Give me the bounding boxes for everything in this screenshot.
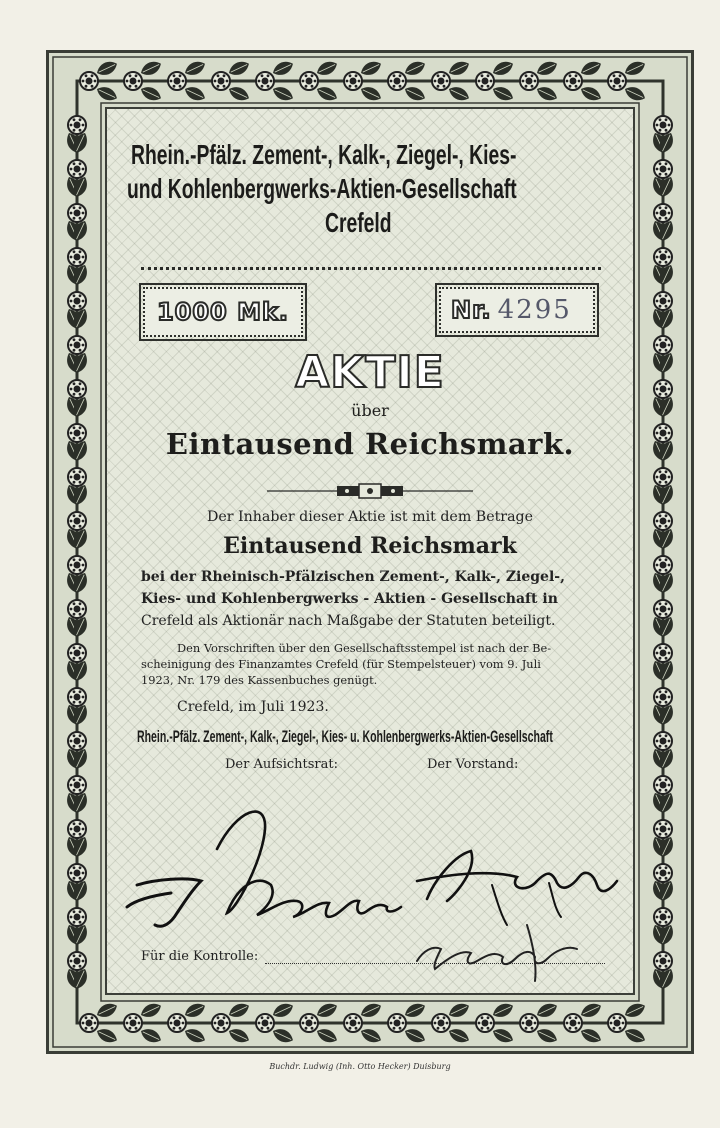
rosette-ornament bbox=[654, 424, 672, 442]
denomination-value: 1000 Mk. bbox=[156, 298, 290, 326]
leaf-ornament bbox=[270, 1000, 295, 1020]
leaf-ornament bbox=[182, 84, 207, 104]
leaf-ornament bbox=[314, 84, 339, 104]
rosette-ornament bbox=[168, 72, 186, 90]
rosette-ornament bbox=[654, 864, 672, 882]
company-name-line1: Rhein.-Pfälz. Zement-, Kalk-, Ziegel-, Kies- bbox=[131, 139, 517, 170]
leaf-ornament bbox=[94, 1000, 119, 1020]
leaf-ornament bbox=[534, 1026, 559, 1046]
certificate-title bbox=[107, 347, 633, 398]
amount-in-words: Eintausend Reichsmark. bbox=[165, 427, 575, 461]
leaf-ornament bbox=[226, 1000, 251, 1020]
rosette-ornament bbox=[68, 204, 86, 222]
control-label: Für die Kontrolle: bbox=[141, 949, 259, 964]
leaf-ornament bbox=[534, 84, 559, 104]
rosette-ornament bbox=[68, 556, 86, 574]
rosette-ornament bbox=[68, 908, 86, 926]
rosette-ornament bbox=[344, 72, 362, 90]
rosette-ornament bbox=[654, 248, 672, 266]
rosette-ornament bbox=[68, 116, 86, 134]
rosette-ornament bbox=[654, 820, 672, 838]
rosette-ornament bbox=[654, 776, 672, 794]
rosette-ornament bbox=[256, 1014, 274, 1032]
rosette-ornament bbox=[68, 600, 86, 618]
rosette-ornament bbox=[68, 732, 86, 750]
rosette-ornament bbox=[68, 688, 86, 706]
ornament-divider bbox=[267, 483, 473, 499]
leaf-ornament bbox=[446, 84, 471, 104]
certificate-body bbox=[105, 107, 635, 995]
leaf-ornament bbox=[314, 58, 339, 78]
leaf-ornament bbox=[578, 1000, 603, 1020]
leaf-ornament bbox=[402, 58, 427, 78]
rosette-ornament bbox=[68, 820, 86, 838]
dotted-divider bbox=[141, 267, 601, 270]
stamp-note-line3: 1923, Nr. 179 des Kassenbuches genügt. bbox=[141, 673, 378, 687]
management-label: Der Vorstand: bbox=[427, 757, 519, 772]
rosette-ornament bbox=[654, 204, 672, 222]
leaf-ornament bbox=[622, 1000, 647, 1020]
rosette-ornament bbox=[654, 116, 672, 134]
rosette-ornament bbox=[68, 380, 86, 398]
leaf-ornament bbox=[182, 1000, 207, 1020]
leaf-ornament bbox=[578, 84, 603, 104]
leaf-ornament bbox=[226, 84, 251, 104]
share-certificate bbox=[46, 50, 694, 1054]
rosette-ornament bbox=[68, 644, 86, 662]
leaf-ornament bbox=[226, 58, 251, 78]
leaf-ornament bbox=[358, 84, 383, 104]
rosette-ornament bbox=[68, 248, 86, 266]
rosette-ornament bbox=[300, 72, 318, 90]
number-value: 4295 bbox=[497, 295, 572, 325]
rosette-ornament bbox=[212, 1014, 230, 1032]
leaf-ornament bbox=[622, 58, 647, 78]
rosette-ornament bbox=[212, 72, 230, 90]
rosette-ornament bbox=[476, 1014, 494, 1032]
rosette-ornament bbox=[388, 1014, 406, 1032]
rosette-ornament bbox=[68, 952, 86, 970]
rosette-ornament bbox=[300, 1014, 318, 1032]
leaf-ornament bbox=[490, 1000, 515, 1020]
leaf-ornament bbox=[622, 84, 647, 104]
rosette-ornament bbox=[654, 908, 672, 926]
rosette-ornament bbox=[654, 380, 672, 398]
leaf-ornament bbox=[490, 1026, 515, 1046]
rosette-ornament bbox=[80, 1014, 98, 1032]
control-signature bbox=[407, 915, 607, 985]
leaf-ornament bbox=[402, 1026, 427, 1046]
company-name-line2: und Kohlenbergwerks-Aktien-Gesellschaft bbox=[127, 173, 517, 204]
leaf-ornament bbox=[182, 58, 207, 78]
rosette-ornament bbox=[608, 1014, 626, 1032]
leaf-ornament bbox=[94, 1026, 119, 1046]
rosette-ornament bbox=[124, 72, 142, 90]
leaf-ornament bbox=[94, 84, 119, 104]
company-name-short: Rhein.-Pfälz. Zement-, Kalk-, Ziegel-, Kies- u. Kohlenbergwerks-Aktien-Gesellschaft bbox=[137, 727, 553, 746]
text-line-2: bei der Rheinisch-Pfälzischen Zement-, Kalk-, Ziegel-, bbox=[141, 569, 565, 585]
leaf-ornament bbox=[270, 58, 295, 78]
place-date: Crefeld, im Juli 1923. bbox=[177, 699, 329, 715]
leaf-ornament bbox=[182, 1026, 207, 1046]
company-name-line3: Crefeld bbox=[325, 207, 392, 238]
rosette-ornament bbox=[432, 1014, 450, 1032]
rosette-ornament bbox=[124, 1014, 142, 1032]
rosette-ornament bbox=[168, 1014, 186, 1032]
leaf-ornament bbox=[138, 1000, 163, 1020]
leaf-ornament bbox=[402, 1000, 427, 1020]
rosette-ornament bbox=[68, 336, 86, 354]
rosette-ornament bbox=[654, 160, 672, 178]
title-text: AKTIE bbox=[295, 347, 445, 398]
rosette-ornament bbox=[654, 600, 672, 618]
rosette-ornament bbox=[256, 72, 274, 90]
rosette-ornament bbox=[520, 72, 538, 90]
leaf-ornament bbox=[314, 1026, 339, 1046]
leaf-ornament bbox=[578, 58, 603, 78]
leaf-ornament bbox=[534, 58, 559, 78]
leaf-ornament bbox=[358, 1000, 383, 1020]
leaf-ornament bbox=[358, 1026, 383, 1046]
rosette-ornament bbox=[564, 1014, 582, 1032]
rosette-ornament bbox=[68, 864, 86, 882]
rosette-ornament bbox=[654, 292, 672, 310]
rosette-ornament bbox=[654, 732, 672, 750]
leaf-ornament bbox=[402, 84, 427, 104]
rosette-ornament bbox=[432, 72, 450, 90]
rosette-ornament bbox=[654, 336, 672, 354]
rosette-ornament bbox=[68, 468, 86, 486]
denomination-box bbox=[143, 287, 303, 337]
holder-text: Der Inhaber dieser Aktie ist mit dem Betrage bbox=[206, 509, 534, 525]
rosette-ornament bbox=[68, 424, 86, 442]
leaf-ornament bbox=[446, 1000, 471, 1020]
rosette-ornament bbox=[68, 776, 86, 794]
rosette-ornament bbox=[608, 72, 626, 90]
rosette-ornament bbox=[564, 72, 582, 90]
rosette-ornament bbox=[68, 292, 86, 310]
leaf-ornament bbox=[138, 84, 163, 104]
rosette-ornament bbox=[476, 72, 494, 90]
stamp-note-line1: Den Vorschriften über den Gesellschaftsstempel ist nach der Be- bbox=[177, 641, 552, 655]
number-box bbox=[439, 287, 595, 333]
leaf-ornament bbox=[358, 58, 383, 78]
leaf-ornament bbox=[226, 1026, 251, 1046]
leaf-ornament bbox=[138, 58, 163, 78]
stamp-note-line2: scheinigung des Finanzamtes Crefeld (für Stempelsteuer) vom 9. Juli bbox=[141, 657, 541, 671]
leaf-ornament bbox=[490, 58, 515, 78]
leaf-ornament bbox=[270, 84, 295, 104]
rosette-ornament bbox=[80, 72, 98, 90]
rosette-ornament bbox=[344, 1014, 362, 1032]
text-line-4: Crefeld als Aktionär nach Maßgabe der Statuten beteiligt. bbox=[141, 613, 556, 629]
leaf-ornament bbox=[270, 1026, 295, 1046]
number-label: Nr. bbox=[451, 296, 492, 324]
text-line-3: Kies- und Kohlenbergwerks - Aktien - Gesellschaft in bbox=[141, 591, 558, 607]
rosette-ornament bbox=[388, 72, 406, 90]
rosette-ornament bbox=[654, 468, 672, 486]
leaf-ornament bbox=[314, 1000, 339, 1020]
uber-text: über bbox=[351, 401, 389, 420]
printer-imprint: Buchdr. Ludwig (Inh. Otto Hecker) Duisburg bbox=[269, 1062, 451, 1071]
leaf-ornament bbox=[446, 58, 471, 78]
rosette-ornament bbox=[654, 688, 672, 706]
rosette-ornament bbox=[654, 556, 672, 574]
rosette-ornament bbox=[654, 952, 672, 970]
leaf-ornament bbox=[94, 58, 119, 78]
leaf-ornament bbox=[534, 1000, 559, 1020]
rosette-ornament bbox=[520, 1014, 538, 1032]
board-label: Der Aufsichtsrat: bbox=[225, 757, 338, 772]
rosette-ornament bbox=[68, 512, 86, 530]
leaf-ornament bbox=[622, 1026, 647, 1046]
rosette-ornament bbox=[68, 160, 86, 178]
leaf-ornament bbox=[446, 1026, 471, 1046]
leaf-ornament bbox=[578, 1026, 603, 1046]
rosette-ornament bbox=[654, 512, 672, 530]
amount-in-words-2: Eintausend Reichsmark bbox=[223, 533, 517, 559]
leaf-ornament bbox=[138, 1026, 163, 1046]
leaf-ornament bbox=[490, 84, 515, 104]
rosette-ornament bbox=[654, 644, 672, 662]
